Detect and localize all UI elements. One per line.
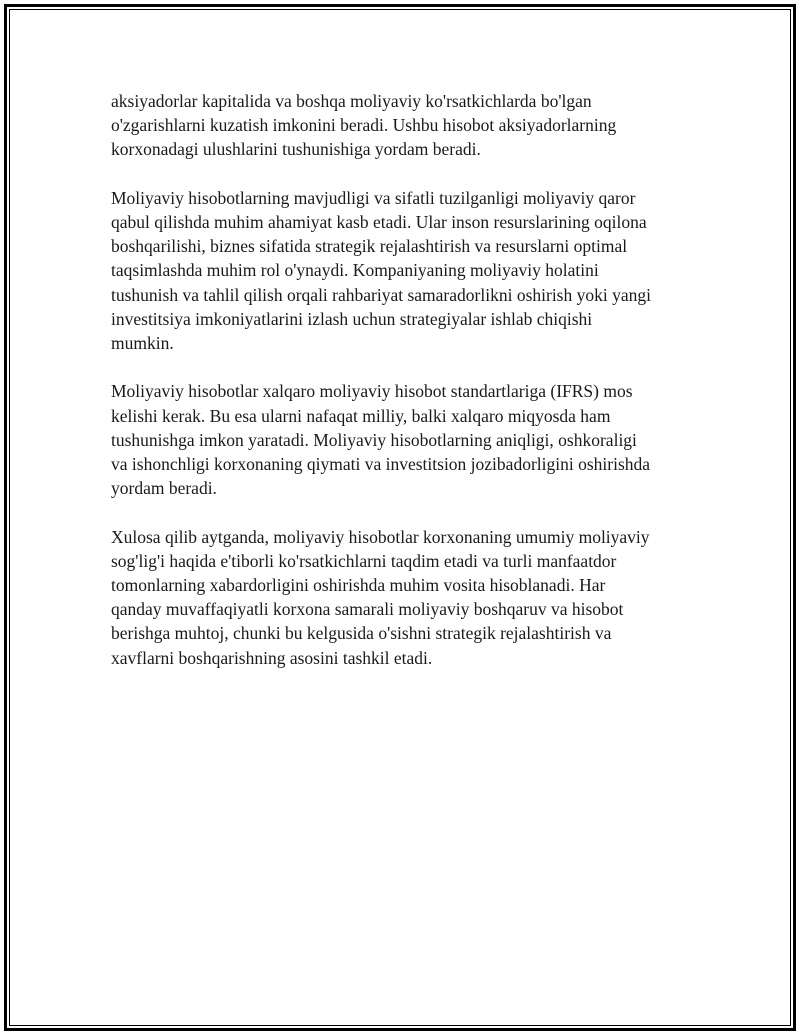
- paragraph-line: qanday muvaffaqiyatli korxona samarali moliyaviy boshqaruv va hisobot: [111, 599, 624, 620]
- paragraph-line: kelishi kerak. Bu esa ularni nafaqat milliy, balki xalqaro miqyosda ham: [111, 405, 611, 426]
- paragraph-line: tushunish va tahlil qilish orqali rahbariyat samaradorlikni oshirish yoki yangi: [111, 284, 651, 305]
- paragraph-line: xavflarni boshqarishning asosini tashkil etadi.: [111, 647, 433, 668]
- document-body: [111, 89, 691, 694]
- paragraph-2: [111, 186, 691, 355]
- paragraph-line: Moliyaviy hisobotlar xalqaro moliyaviy hisobot standartlariga (IFRS) mos: [111, 381, 633, 402]
- paragraph-line: yordam beradi.: [111, 478, 217, 499]
- paragraph-line: korxonadagi ulushlarini tushunishiga yordam beradi.: [111, 139, 481, 160]
- paragraph-line: aksiyadorlar kapitalida va boshqa moliyaviy ko'rsatkichlarda bo'lgan: [111, 91, 592, 111]
- paragraph-line: tomonlarning xabardorligini oshirishda muhim vosita hisoblanadi. Har: [111, 575, 606, 596]
- paragraph-line: mumkin.: [111, 333, 174, 354]
- paragraph-line: taqsimlashda muhim rol o'ynaydi. Kompaniyaning moliyaviy holatini: [111, 260, 599, 281]
- paragraph-line: Moliyaviy hisobotlarning mavjudligi va sifatli tuzilganligi moliyaviy qaror: [111, 187, 636, 208]
- paragraph-line: va ishonchligi korxonaning qiymati va investitsion jozibadorligini oshirishda: [111, 454, 651, 475]
- paragraph-line: boshqarilishi, biznes sifatida strategik rejalashtirish va resurslarni optimal: [111, 236, 628, 257]
- paragraph-line: tushunishga imkon yaratadi. Moliyaviy hisobotlarning aniqligi, oshkoraligi: [111, 429, 637, 450]
- paragraph-line: sog'lig'i haqida e'tiborli ko'rsatkichlarni taqdim etadi va turli manfaatdor: [111, 550, 617, 571]
- paragraph-line: Xulosa qilib aytganda, moliyaviy hisobotlar korxonaning umumiy moliyaviy: [111, 526, 650, 547]
- paragraph-line: o'zgarishlarni kuzatish imkonini beradi. Ushbu hisobot aksiyadorlarning: [111, 115, 617, 136]
- paragraph-line: investitsiya imkoniyatlarini izlash uchun strategiyalar ishlab chiqishi: [111, 308, 593, 329]
- paragraph-3: [111, 379, 691, 500]
- paragraph-line: qabul qilishda muhim ahamiyat kasb etadi. Ular inson resurslarining oqilona: [111, 212, 647, 232]
- paragraph-line: berishga muhtoj, chunki bu kelgusida o'sishni strategik rejalashtirish va: [111, 623, 612, 644]
- paragraph-1: [111, 89, 691, 162]
- paragraph-4: [111, 525, 691, 670]
